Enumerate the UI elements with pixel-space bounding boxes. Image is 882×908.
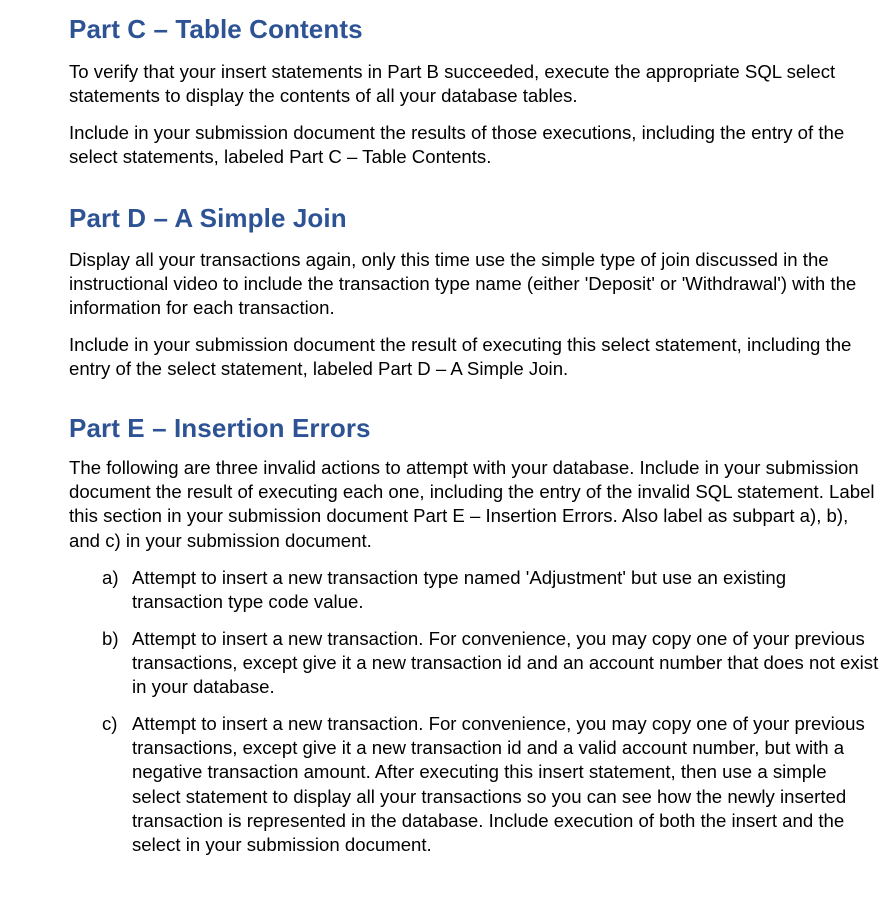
list-item-b (102, 627, 880, 700)
part-d-heading: Part D – A Simple Join (69, 203, 347, 233)
list-item-text-b: Attempt to insert a new transaction. For convenience, you may copy one of your previous transactions, except give it a new transaction id and an account number that does not exist in your database. (132, 628, 879, 698)
list-item-c (102, 712, 880, 857)
list-marker-a: a) (102, 567, 119, 588)
list-marker-b: b) (102, 628, 119, 649)
list-item-text-a: Attempt to insert a new transaction type named 'Adjustment' but use an existing transaction type code value. (132, 567, 787, 613)
part-d-paragraph-1: Display all your transactions again, only this time use the simple type of join discussed in the instructional video to include the transaction type name (either 'Deposit' or 'Withdrawal') with the information for each transaction. (69, 249, 857, 319)
part-e-heading: Part E – Insertion Errors (69, 413, 371, 443)
list-item-text-c: Attempt to insert a new transaction. For convenience, you may copy one of your previous transactions, except give it a new transaction id and a valid account number, but with a negative transaction amount. After executing this insert statement, then use a simple select statement to display all your transactions so you can see how the newly inserted transaction is represented in the database. Include execution of both the insert and the select in your submission document. (132, 713, 865, 856)
part-c-paragraph-2: Include in your submission document the results of those executions, including the entry of the select statements, labeled Part C – Table Contents. (69, 122, 845, 168)
part-c-heading: Part C – Table Contents (69, 14, 363, 44)
part-d-paragraph-2: Include in your submission document the result of executing this select statement, including the entry of the select statement, labeled Part D – A Simple Join. (69, 334, 852, 380)
part-c-paragraph-1: To verify that your insert statements in Part B succeeded, execute the appropriate SQL select statements to display the contents of all your database tables. (69, 61, 836, 107)
part-e-paragraph-1: The following are three invalid actions to attempt with your database. Include in your submission document the result of executing each one, including the entry of the invalid SQL statement. Label this section in your submission document Part E – Insertion Errors. Also label as subpart a), b), and c) in your submission document. (69, 457, 875, 551)
list-marker-c: c) (102, 713, 118, 734)
list-item-a (102, 566, 880, 614)
